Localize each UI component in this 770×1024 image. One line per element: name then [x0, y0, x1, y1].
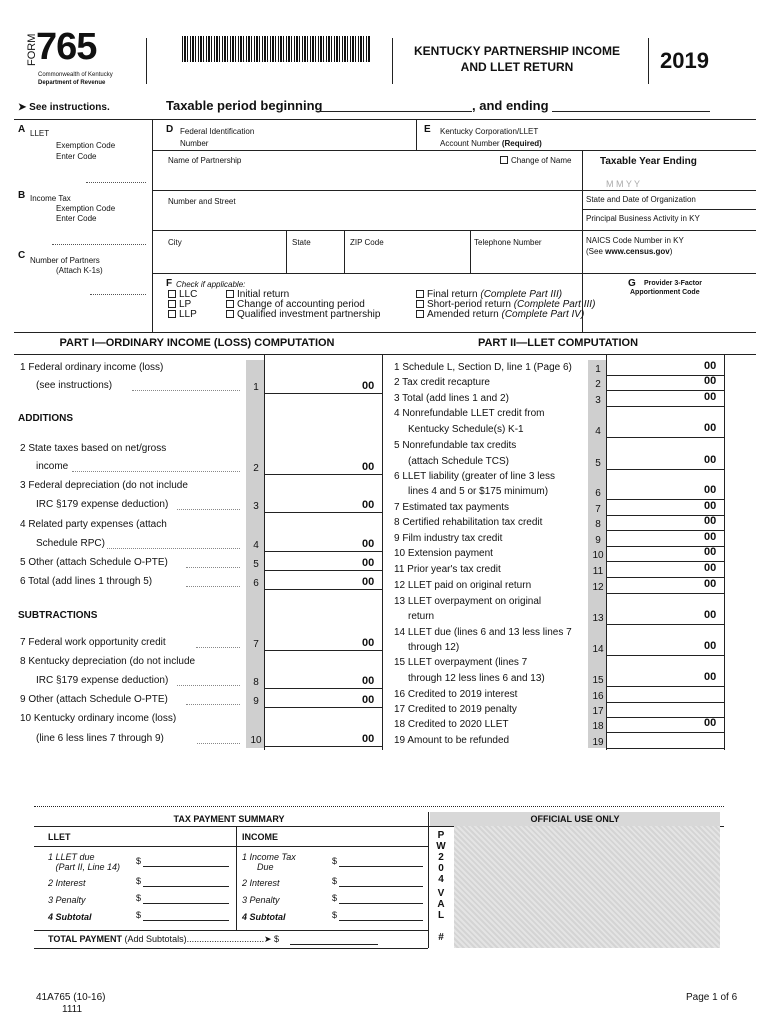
- part2-line-text: 9 Film industry tax credit: [394, 533, 503, 544]
- inc-subtotal-label: 4 Subtotal: [242, 912, 286, 922]
- part2-line-text: 15 LLET overpayment (lines 7: [394, 657, 528, 668]
- page-number: Page 1 of 6: [686, 992, 738, 1003]
- part2-line-input[interactable]: [606, 593, 724, 594]
- year-ending-mmyy[interactable]: M M Y Y: [606, 179, 641, 189]
- section-c-letter: C: [18, 250, 26, 261]
- part2-line-input[interactable]: [606, 655, 724, 656]
- part1-line-text: 2 State taxes based on net/gross: [20, 443, 167, 454]
- part2-line-text: 8 Certified rehabilitation tax credit: [394, 517, 543, 528]
- part2-line-text: 2 Tax credit recapture: [394, 377, 490, 388]
- agency-name: Commonwealth of Kentucky: [38, 72, 113, 78]
- section-f-letter: F: [166, 278, 173, 289]
- naics-label: NAICS Code Number in KY: [586, 236, 684, 245]
- part2-line-text: 14 LLET due (lines 6 and 13 less lines 7: [394, 627, 572, 638]
- section-b-letter: B: [18, 190, 26, 201]
- partners-input[interactable]: [90, 294, 146, 295]
- part1-line-cents: 00: [362, 675, 375, 687]
- part2-line-cents: 00: [704, 391, 717, 403]
- part2-title: PART II—LLET COMPUTATION: [477, 337, 639, 349]
- val-char: A: [437, 899, 445, 910]
- inc-interest-label: 2 Interest: [242, 878, 280, 888]
- part1-line-input[interactable]: [264, 474, 382, 475]
- income-dollar: $: [332, 893, 338, 903]
- llet-penalty-label: 3 Penalty: [48, 895, 86, 905]
- llet-exemption-input[interactable]: [86, 182, 146, 183]
- part2-line-number: 19: [592, 737, 604, 748]
- part1-line-cents: 00: [362, 637, 375, 649]
- pw-char: P: [437, 830, 445, 841]
- part2-line-cents: 00: [704, 422, 717, 434]
- fein-label-2: Number: [180, 139, 209, 148]
- part2-line-number: 13: [592, 613, 604, 624]
- leader-dots: [186, 704, 240, 705]
- part1-line-cents: 00: [362, 557, 375, 569]
- part1-line-text: 5 Other (attach Schedule O-PTE): [20, 557, 168, 568]
- tax-payment-summary-title: TAX PAYMENT SUMMARY: [173, 814, 285, 824]
- period-begin-input[interactable]: [316, 111, 472, 112]
- pw-char: 2: [438, 852, 444, 863]
- income-summary-input[interactable]: [339, 920, 423, 921]
- part2-line-input[interactable]: [606, 406, 724, 407]
- part2-line-input[interactable]: [606, 748, 724, 749]
- part1-line-number: 7: [253, 639, 259, 650]
- part2-line-text: (attach Schedule TCS): [408, 456, 509, 467]
- part1-line-cents: 00: [362, 576, 375, 588]
- part1-line-number: 3: [253, 501, 259, 512]
- llet-dollar: $: [136, 856, 142, 866]
- part2-line-text: 12 LLET paid on original return: [394, 580, 532, 591]
- state-label: State: [292, 238, 311, 247]
- part2-line-input[interactable]: [606, 437, 724, 438]
- part2-line-cents: 00: [704, 562, 717, 574]
- llc-checkbox[interactable]: LLC: [168, 289, 197, 300]
- part2-line-text: 13 LLET overpayment on original: [394, 596, 542, 607]
- see-instructions: ➤ See instructions.: [18, 102, 110, 113]
- census-link[interactable]: www.census.gov: [605, 247, 670, 256]
- llet-interest-label: 2 Interest: [48, 878, 86, 888]
- part2-line-text: 16 Credited to 2019 interest: [394, 689, 518, 700]
- official-use-title: OFFICIAL USE ONLY: [530, 814, 620, 824]
- part1-line-input[interactable]: [264, 707, 382, 708]
- part2-line-text: 7 Estimated tax payments: [394, 502, 510, 513]
- part1-line-text: 9 Other (attach Schedule O-PTE): [20, 694, 168, 705]
- part2-line-cents: 00: [704, 360, 717, 372]
- taxable-year-ending-label: Taxable Year Ending: [600, 156, 697, 167]
- leader-dots: [72, 471, 240, 472]
- part2-line-cents: 00: [704, 671, 717, 683]
- part1-line-text: 4 Related party expenses (attach: [20, 519, 167, 530]
- telephone-label: Telephone Number: [474, 238, 542, 247]
- leader-dots: [177, 685, 240, 686]
- part2-line-text: lines 4 and 5 or $175 minimum): [408, 486, 549, 497]
- part2-line-text: 6 LLET liability (greater of line 3 less: [394, 471, 556, 482]
- llet-summary-input[interactable]: [143, 903, 229, 904]
- part1-line-input[interactable]: [264, 551, 382, 552]
- amended-return-checkbox[interactable]: Amended return (Complete Part IV): [416, 309, 584, 320]
- llet-exemption-label: Exemption Code: [56, 141, 116, 150]
- llet-summary-input[interactable]: [143, 866, 229, 867]
- income-tax-label: Income Tax: [30, 194, 71, 203]
- part1-line-cents: 00: [362, 538, 375, 550]
- part2-line-cents: 00: [704, 609, 717, 621]
- period-end-input[interactable]: [552, 111, 710, 112]
- section-d-letter: D: [166, 124, 174, 135]
- part2-line-number: 14: [592, 644, 604, 655]
- part2-line-text: 1 Schedule L, Section D, line 1 (Page 6): [394, 362, 572, 373]
- part2-line-number: 2: [595, 379, 601, 390]
- part1-line-number: 5: [253, 559, 259, 570]
- part2-line-cents: 00: [704, 515, 717, 527]
- val-char: L: [437, 910, 445, 921]
- inc-due-label: 1 Income Tax Due: [242, 852, 296, 872]
- part1-line-text: (line 6 less lines 7 through 9): [36, 733, 164, 744]
- part2-line-text: 3 Total (add lines 1 and 2): [394, 393, 509, 404]
- part2-line-number: 4: [595, 426, 601, 437]
- part1-line-number: 6: [253, 578, 259, 589]
- part1-line-text: 10 Kentucky ordinary income (loss): [20, 713, 177, 724]
- part1-line-input[interactable]: [264, 688, 382, 689]
- part1-line-text: 1 Federal ordinary income (loss): [20, 362, 164, 373]
- llet-summary-input[interactable]: [143, 920, 229, 921]
- part2-line-text: 10 Extension payment: [394, 548, 493, 559]
- qualified-investment-checkbox[interactable]: Qualified investment partnership: [226, 309, 380, 320]
- part2-line-number: 7: [595, 504, 601, 515]
- part1-line-text: 8 Kentucky depreciation (do not include: [20, 656, 196, 667]
- leader-dots: [196, 647, 240, 648]
- part1-line-text: Schedule RPC): [36, 538, 105, 549]
- principal-activity-label: Principal Business Activity in KY: [586, 214, 700, 223]
- zip-label: ZIP Code: [350, 238, 384, 247]
- income-summary-input[interactable]: [339, 886, 423, 887]
- part1-line-text: income: [36, 461, 69, 472]
- part1-shade-col: [246, 360, 264, 748]
- form-title-2: AND LLET RETURN: [460, 60, 574, 74]
- official-use-box: [454, 826, 720, 948]
- income-enter-code: Enter Code: [56, 214, 97, 223]
- change-of-name-checkbox[interactable]: Change of Name: [500, 156, 571, 165]
- part2-line-input[interactable]: [606, 624, 724, 625]
- barcode: [182, 36, 370, 62]
- llp-checkbox[interactable]: LLP: [168, 309, 197, 320]
- part2-line-text: 19 Amount to be refunded: [394, 735, 510, 746]
- subtractions-heading: SUBTRACTIONS: [18, 610, 98, 621]
- llet-dollar: $: [136, 910, 142, 920]
- llet-dollar: $: [136, 893, 142, 903]
- part2-line-number: 6: [595, 488, 601, 499]
- form-num: 1111: [62, 1004, 83, 1015]
- partners-attach: (Attach K-1s): [56, 266, 103, 275]
- inc-penalty-label: 3 Penalty: [242, 895, 280, 905]
- part2-line-text: through 12 less lines 6 and 13): [408, 673, 545, 684]
- part2-line-cents: 00: [704, 500, 717, 512]
- part1-line-text: 6 Total (add lines 1 through 5): [20, 576, 153, 587]
- part2-line-number: 15: [592, 675, 604, 686]
- income-exemption-input[interactable]: [52, 244, 146, 245]
- leader-dots: [186, 567, 240, 568]
- part2-line-number: 1: [595, 364, 601, 375]
- part2-line-cents: 00: [704, 578, 717, 590]
- form-title-1: KENTUCKY PARTNERSHIP INCOME: [413, 44, 621, 58]
- part2-line-number: 18: [592, 721, 604, 732]
- part2-line-cents: 00: [704, 531, 717, 543]
- part2-line-cents: 00: [704, 640, 717, 652]
- check-if-applicable: Check if applicable:: [176, 280, 246, 289]
- llet-subtotal-label: 4 Subtotal: [48, 912, 92, 922]
- income-summary-input[interactable]: [339, 866, 423, 867]
- form-number: 765: [36, 26, 97, 68]
- part1-line-input[interactable]: [264, 589, 382, 590]
- section-g-letter: G: [628, 278, 636, 289]
- part2-line-number: 5: [595, 458, 601, 469]
- initial-return-checkbox[interactable]: Initial return: [226, 289, 289, 300]
- part2-line-text: 4 Nonrefundable LLET credit from: [394, 408, 545, 419]
- part2-line-number: 8: [595, 519, 601, 530]
- form-code: 41A765 (10-16): [36, 992, 106, 1003]
- and-ending-label: , and ending: [472, 98, 549, 113]
- form-year: 2019: [660, 48, 709, 73]
- leader-dots: [107, 548, 240, 549]
- part1-line-input[interactable]: [264, 746, 382, 747]
- section-a-letter: A: [18, 124, 26, 135]
- total-payment-label: TOTAL PAYMENT (Add Subtotals)...............................: [48, 934, 265, 944]
- part1-line-input[interactable]: [264, 650, 382, 651]
- llet-summary-input[interactable]: [143, 886, 229, 887]
- part1-line-cents: 00: [362, 694, 375, 706]
- part2-line-text: Kentucky Schedule(s) K-1: [408, 424, 524, 435]
- change-accounting-checkbox[interactable]: Change of accounting period: [226, 299, 365, 310]
- street-label: Number and Street: [168, 197, 236, 206]
- part2-line-cents: 00: [704, 375, 717, 387]
- income-summary-input[interactable]: [339, 903, 423, 904]
- section-e-letter: E: [424, 124, 431, 135]
- part2-line-number: 3: [595, 395, 601, 406]
- taxable-period-label: Taxable period beginning: [166, 98, 323, 113]
- part1-line-number: 9: [253, 696, 259, 707]
- part1-line-text: IRC §179 expense deduction): [36, 499, 169, 510]
- llet-label: LLET: [30, 129, 50, 138]
- part2-line-input[interactable]: [606, 702, 724, 703]
- llet-col-header: LLET: [48, 832, 71, 842]
- part1-line-number: 8: [253, 677, 259, 688]
- part2-line-number: 10: [592, 550, 604, 561]
- part2-line-text: 17 Credited to 2019 penalty: [394, 704, 517, 715]
- part2-line-text: through 12): [408, 642, 460, 653]
- leader-dots: [132, 390, 240, 391]
- account-label-2: Account Number (Required): [440, 139, 542, 148]
- part1-line-number: 2: [253, 463, 259, 474]
- state-org-label: State and Date of Organization: [586, 195, 696, 204]
- provider-label: Provider 3-Factor: [644, 280, 702, 287]
- pw204-code: [432, 830, 450, 885]
- part2-line-input[interactable]: [606, 469, 724, 470]
- lp-checkbox[interactable]: LP: [168, 299, 191, 310]
- hash-code: #: [438, 932, 444, 943]
- pw-char: 0: [438, 863, 444, 874]
- llet-due-label: 1 LLET due (Part II, Line 14): [48, 852, 121, 872]
- leader-dots: [197, 743, 240, 744]
- part2-line-cents: 00: [704, 546, 717, 558]
- val-char: V: [437, 888, 445, 899]
- naics-see: (See www.census.gov): [586, 247, 673, 256]
- income-exemption-label: Exemption Code: [56, 204, 116, 213]
- part1-line-input[interactable]: [264, 512, 382, 513]
- short-period-checkbox[interactable]: Short-period return (Complete Part III): [416, 299, 595, 310]
- part1-title: PART I—ORDINARY INCOME (LOSS) COMPUTATION: [59, 337, 335, 349]
- fein-label: Federal Identification: [180, 127, 255, 136]
- part1-line-number: 4: [253, 540, 259, 551]
- part2-line-text: 11 Prior year's tax credit: [394, 564, 501, 575]
- leader-dots: [186, 586, 240, 587]
- part1-line-cents: 00: [362, 380, 375, 392]
- apportionment-label: Apportionment Code: [630, 289, 700, 296]
- part2-line-input[interactable]: [606, 732, 724, 733]
- additions-heading: ADDITIONS: [18, 413, 73, 424]
- partnership-name-label: Name of Partnership: [168, 156, 242, 165]
- income-dollar: $: [332, 910, 338, 920]
- part2-line-input[interactable]: [606, 686, 724, 687]
- account-label: Kentucky Corporation/LLET: [440, 127, 539, 136]
- part2-line-number: 17: [592, 706, 604, 717]
- part1-line-cents: 00: [362, 499, 375, 511]
- form-label: FORM: [26, 33, 38, 66]
- city-label: City: [168, 238, 182, 247]
- agency-dept: Department of Revenue: [38, 80, 106, 86]
- leader-dots: [177, 509, 240, 510]
- income-dollar: $: [332, 856, 338, 866]
- part1-line-text: IRC §179 expense deduction): [36, 675, 169, 686]
- part1-line-cents: 00: [362, 461, 375, 473]
- part2-line-text: 18 Credited to 2020 LLET: [394, 719, 509, 730]
- val-code: [432, 888, 450, 921]
- part1-line-text: 3 Federal depreciation (do not include: [20, 480, 188, 491]
- part1-line-text: 7 Federal work opportunity credit: [20, 637, 166, 648]
- part1-line-input[interactable]: [264, 393, 382, 394]
- part1-line-text: (see instructions): [36, 380, 113, 391]
- part1-line-number: 10: [250, 735, 262, 746]
- part2-line-text: return: [408, 611, 435, 622]
- part2-line-number: 16: [592, 691, 604, 702]
- total-payment-input[interactable]: [290, 944, 378, 945]
- llet-enter-code: Enter Code: [56, 152, 97, 161]
- final-return-checkbox[interactable]: Final return (Complete Part III): [416, 289, 562, 300]
- pw-char: 4: [438, 874, 444, 885]
- part2-line-cents: 00: [704, 717, 717, 729]
- pw-char: W: [436, 841, 446, 852]
- income-col-header: INCOME: [242, 832, 278, 842]
- part2-line-number: 9: [595, 535, 601, 546]
- part2-line-cents: 00: [704, 454, 717, 466]
- part1-line-number: 1: [253, 382, 259, 393]
- part1-line-input[interactable]: [264, 570, 382, 571]
- part2-line-cents: 00: [704, 484, 717, 496]
- part2-line-number: 12: [592, 582, 604, 593]
- partners-label: Number of Partners: [30, 256, 100, 265]
- part1-line-cents: 00: [362, 733, 375, 745]
- total-arrow: ➤ $: [264, 934, 280, 944]
- llet-dollar: $: [136, 876, 142, 886]
- part2-line-number: 11: [592, 566, 604, 577]
- income-dollar: $: [332, 876, 338, 886]
- part2-line-text: 5 Nonrefundable tax credits: [394, 440, 517, 451]
